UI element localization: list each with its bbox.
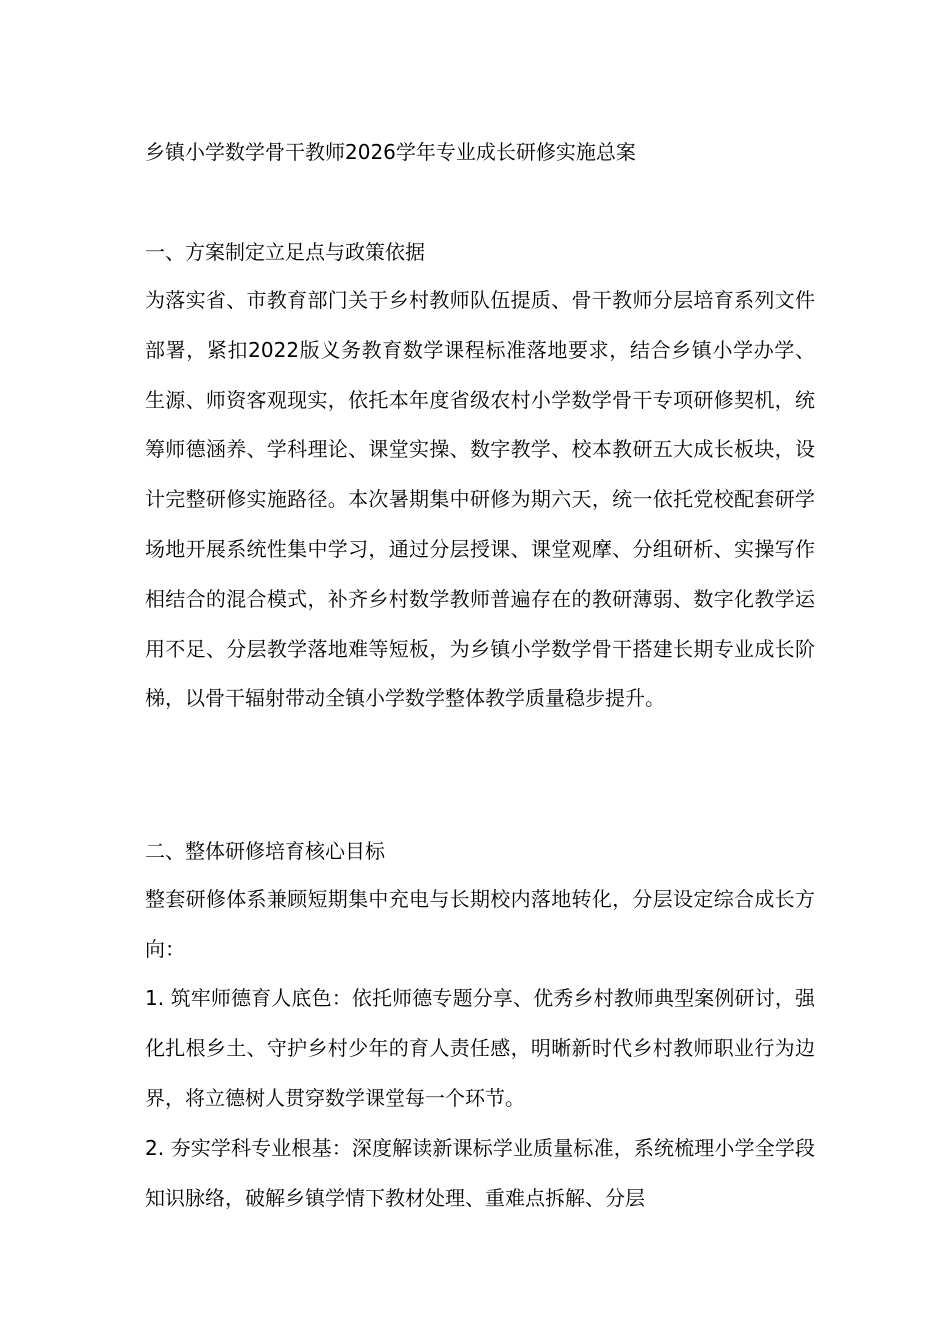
section-2-heading: 二、整体研修培育核心目标 <box>145 839 385 863</box>
section-2-item-2: 2. 夯实学科专业根基：深度解读新课标学业质量标准，系统梳理小学全学段知识脉络，破解乡镇学情下教材处理、重难点拆解、分层 <box>145 1136 815 1210</box>
section-2-item-1: 1. 筑牢师德育人底色：依托师德专题分享、优秀乡村教师典型案例研讨，强化扎根乡土、守护乡村少年的育人责任感，明晰新时代乡村教师职业行为边界，将立德树人贯穿数学课堂每一个环节。 <box>145 986 815 1110</box>
section-2-intro: 整套研修体系兼顾短期集中充电与长期校内落地转化，分层设定综合成长方向： <box>145 887 815 961</box>
document-title: 乡镇小学数学骨干教师2026学年专业成长研修实施总案 <box>145 140 636 164</box>
section-1-paragraph: 为落实省、市教育部门关于乡村教师队伍提质、骨干教师分层培育系列文件部署，紧扣2022版义务教育数学课程标准落地要求，结合乡镇小学办学、生源、师资客观现实，依托本年度省级农村小学数学骨干专项研修契机，统筹师德涵养、学科理论、课堂实操、数字教学、校本教研五大成长板块，设计完整研修实施路径。本次暑期集中研修为期六天，统一依托党校配套研学场地开展系统性集中学习，通过分层授课、课堂观摩、分组研析、实操写作相结合的混合模式，补齐乡村数学教师普遍存在的教研薄弱、数字化教学运用不足、分层教学落地难等短板，为乡镇小学数学骨干搭建长期专业成长阶梯，以骨干辐射带动全镇小学数学整体教学质量稳步提升。 <box>145 288 815 711</box>
section-1-heading: 一、方案制定立足点与政策依据 <box>145 240 425 264</box>
